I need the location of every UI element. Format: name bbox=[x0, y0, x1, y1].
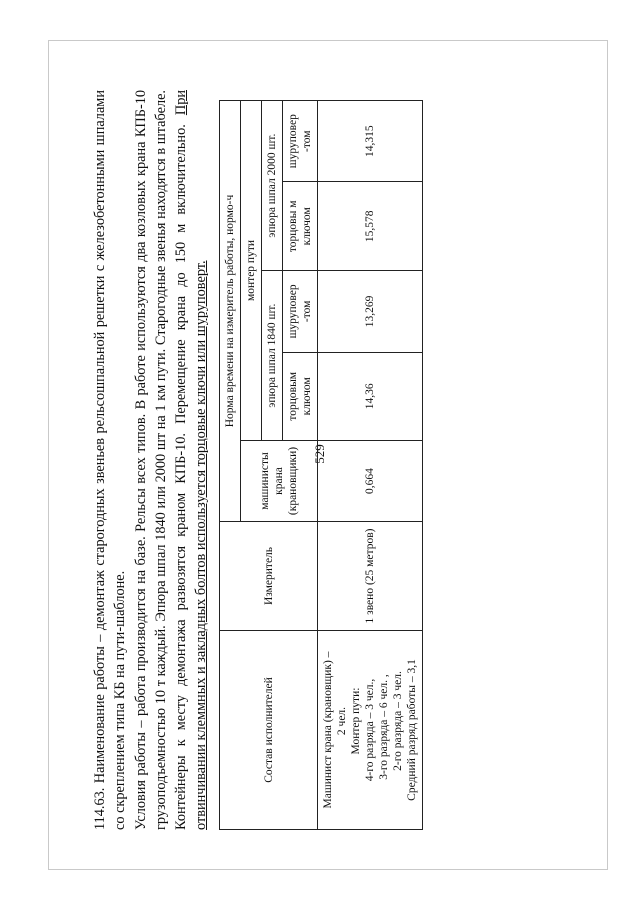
value-screwdriver-2000: 14,315 bbox=[318, 101, 423, 182]
unit-cell: 1 звено (25 метров) bbox=[318, 522, 423, 631]
work-conditions bbox=[131, 90, 211, 830]
page-number: 529 bbox=[312, 444, 327, 464]
work-conditions-text: Условия работы – работа производится на базе. Рельсы всех типов. В работе используются два козловых крана КПБ-10 грузоподъемностью 10 т каждый. Эпюра шпал 1840 или 2000 шт на 1 км пути. Старогодные звенья находятся в штабеле. Контейнеры к месту демонтажа развозятся краном КПБ-10. Перемещение крана до 150 м включительно. bbox=[133, 90, 189, 830]
crew-line: 3-го разряда – 6 чел. , bbox=[378, 674, 390, 780]
header-crew: Состав исполнителей bbox=[220, 631, 318, 830]
crew-line: 4-го разряда – 3 чел., bbox=[364, 678, 376, 782]
header-socket-key-1840: торцовым ключом bbox=[283, 352, 318, 440]
header-screwdriver-1840: шуруповер -том bbox=[283, 271, 318, 352]
crew-cell bbox=[318, 631, 423, 830]
rotated-content bbox=[90, 90, 530, 830]
table-row bbox=[318, 101, 423, 830]
crew-line: Монтер пути: bbox=[350, 687, 362, 755]
value-socket-key-2000: 15,578 bbox=[318, 182, 423, 271]
header-epura-2000: эпюра шпал 2000 шт. bbox=[262, 101, 283, 271]
header-crane-operators: машинисты крана (крановщики) bbox=[241, 441, 318, 522]
crew-line: Средний разряд работы – 3,1 bbox=[406, 659, 418, 801]
value-socket-key-1840: 14,36 bbox=[318, 352, 423, 440]
norms-table bbox=[219, 100, 423, 830]
header-socket-key-2000: торцовы м ключом bbox=[283, 182, 318, 271]
crew-line: 2-го разряда – 3 чел. bbox=[392, 671, 404, 771]
header-screwdriver-2000: шуруповер -том bbox=[283, 101, 318, 182]
crew-line: 2 чел. bbox=[336, 706, 348, 736]
work-conditions-underlined: При отвинчивании клеммных и закладных болтов используется торцовые ключи или шуруповерт. bbox=[173, 90, 209, 830]
header-row-1 bbox=[220, 101, 241, 830]
header-epura-1840: эпюра шпал 1840 шт. bbox=[262, 271, 283, 441]
crew-line: Машинист крана (крановщик) – bbox=[322, 651, 334, 809]
header-unit: Измеритель bbox=[220, 522, 318, 631]
header-norm: Норма времени на измеритель работы, нормо-ч bbox=[220, 101, 241, 522]
value-screwdriver-1840: 13,269 bbox=[318, 271, 423, 352]
work-title: 114.63. Наименование работы – демонтаж старогодных звеньев рельсошпальной решетки с железобетонными шпалами со скреплением типа КБ на пути-шаблоне. bbox=[92, 90, 128, 830]
header-track-fitter: монтер пути bbox=[241, 101, 262, 441]
crane-value-cell: 0,664 bbox=[318, 441, 423, 522]
